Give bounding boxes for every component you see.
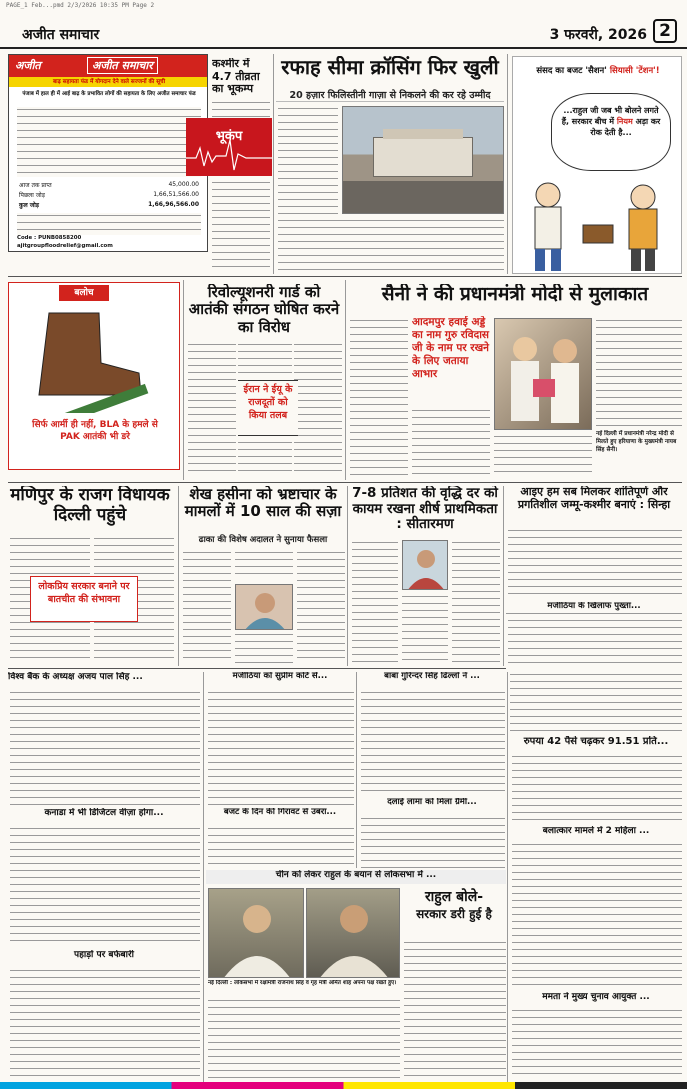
column-rule [178, 486, 179, 666]
china-caption: नई दिल्ली : लोकसभा में रक्षामंत्री राजनाथ सिंह व गृह मंत्री अमित शाह अपना पक्ष रखते हुए। [208, 980, 397, 986]
saini-text-col3 [596, 318, 682, 428]
growth-text-col3 [452, 540, 500, 664]
sahib-body [361, 690, 505, 796]
hasina-text-col1 [183, 550, 231, 664]
portrait-icon [403, 541, 448, 590]
issue-date: 3 फरवरी, 2026 [549, 27, 647, 43]
print-registration-strip [0, 1082, 687, 1089]
cartoon-title-accent: सियासी 'टेंशन'! [609, 66, 660, 76]
notice-email: ajitgroupfloodrelief@gmail.com [17, 243, 113, 249]
vishwa-headline: विश्व बैंक के अध्यक्ष अजय पाल सिंह ... [8, 672, 143, 682]
boot-cartoon-icon [9, 303, 180, 413]
irgc-callout-box [238, 380, 298, 436]
irgc-text-col1 [188, 342, 236, 476]
bail-body [512, 842, 682, 990]
rupee-headline: रुपया 42 पैसे चढ़कर 91.51 प्रति... [523, 736, 669, 747]
flood-relief-notice [8, 54, 208, 252]
baloch-cartoon [8, 282, 180, 470]
vishwa-body [10, 690, 200, 806]
section-rule [8, 668, 506, 669]
china-body [208, 998, 400, 1080]
majithia-1-headline: मजीठिया के खिलाफ पुख्ता... [506, 602, 682, 614]
cartoon-figures-icon [513, 175, 682, 273]
cartoon-title: संसद का बजट 'सैशन' [536, 66, 607, 76]
section-rule [8, 276, 682, 277]
sinha-headline: आइए हम सब मिलकर शांतिपूर्ण और प्रगतिशील जम्मू-कश्मीर बनाएं : सिन्हा [517, 486, 671, 511]
hasina-subhead: ढाका की विशेष अदालत ने सुनाया फैसला [198, 535, 328, 545]
majithia-2-headline: मजीठिया को सुप्रीम कोर्ट से... [232, 672, 328, 681]
column-rule [273, 54, 274, 274]
canada-headline: कनाडा में भी डिजिटल वीज़ा होगा... [44, 808, 164, 818]
rafah-crossing-photo [342, 106, 504, 214]
column-rule [345, 280, 346, 480]
saini-body [494, 434, 592, 478]
china-headline: चीन को लेकर राहुल के बयान से लोकसभा में ... [206, 870, 506, 884]
parliament-photo-icon [307, 889, 400, 978]
rafah-subhead: 20 हज़ार फिलिस्तीनी गाज़ा से निकलने की कर रहे उम्मीद [276, 88, 504, 102]
saini-text-col1 [350, 318, 408, 478]
notice-brand-hi: अजीत [15, 59, 41, 72]
hasina-headline: शेख हसीना को भ्रष्टाचार के मामलों में 10 साल की सज़ा [184, 486, 342, 521]
irgc-text-bottom [238, 440, 292, 476]
hills-headline: पहाड़ों पर बर्फबारी [74, 950, 134, 960]
hasina-text-col2 [235, 550, 293, 580]
notice-account-code: Code : PUNB0858200 [17, 235, 82, 241]
sitharaman-photo [402, 540, 448, 590]
rahul-callout-line2: सरकार डरी हुई है [416, 907, 492, 921]
section-rule [8, 482, 682, 483]
ledger-row: आज तक प्राप्त 45,000.00 [19, 181, 199, 189]
hasina-text-col3 [235, 632, 293, 664]
column-rule [507, 54, 508, 274]
growth-text-col2 [402, 594, 448, 664]
amit-shah-photo [306, 888, 400, 978]
dalai-headline: दलाई लामा को मिला ग्रैमी... [387, 798, 477, 807]
canada-body [10, 826, 200, 946]
earthquake-graphic-label: भूकंप [215, 129, 243, 144]
majithia-2-body [208, 690, 354, 806]
earthquake-graphic [186, 118, 272, 176]
earthquake-text [212, 100, 270, 120]
portrait-icon [236, 585, 293, 630]
mamata-body [512, 1008, 682, 1080]
paper-name: अजीत समाचार [22, 27, 100, 43]
rahul-callout-line1: राहुल बोले- [424, 889, 484, 905]
china-text-right [404, 940, 506, 1080]
column-rule [507, 672, 508, 1082]
masthead [0, 11, 687, 49]
baloch-caption: सिर्फ आर्मी ही नहीं, BLA के हमले से PAK आतंकी भी डरे [32, 420, 158, 442]
meeting-photo-icon [495, 319, 592, 430]
saini-text-col2 [412, 408, 490, 478]
parliament-photo-icon [209, 889, 304, 978]
column-rule [203, 672, 204, 1082]
irgc-headline: रिवोल्यूशनरी गार्ड को आतंकी संगठन घोषित करने का विरोध [188, 284, 340, 336]
rahul-callout [402, 888, 506, 938]
hills-body [10, 968, 200, 1080]
saini-modi-photo [494, 318, 592, 430]
ledger-row: पिछला जोड़ 1,66,51,566.00 [19, 191, 199, 199]
column-rule [183, 280, 184, 480]
manipur-callout: लोकप्रिय सरकार बनाने पर बातचीत की संभावना [38, 581, 130, 605]
saini-headline: सैनी ने की प्रधानमंत्री मोदी से मुलाकात [381, 284, 649, 305]
majithia-1-body [508, 618, 682, 666]
notice-donor-list [17, 107, 201, 177]
column-rule [347, 486, 348, 666]
page-number: 2 [653, 19, 677, 43]
mamata-headline: ममता ने मुख्य चुनाव आयुक्त ... [542, 992, 650, 1002]
budget-body [208, 826, 354, 866]
column-rule [503, 486, 504, 666]
saini-caption: नई दिल्ली में प्रधानमंत्री नरेन्द्र मोदी से मिलते हुए हरियाणा के मुख्यमंत्री नायब सिंह सैनी। [596, 431, 677, 453]
earthquake-headline: कश्मीर में 4.7 तीव्रता का भूकम्प [212, 58, 260, 96]
sansad-cartoon [512, 56, 682, 274]
hasina-photo [235, 584, 293, 630]
column-rule [356, 672, 357, 868]
baloch-label: बलोच [59, 285, 109, 301]
irgc-text-col2 [294, 342, 342, 476]
print-info-line: PAGE_1 Feb...pmd 2/3/2026 10:35 PM Page 2 [6, 2, 155, 9]
saini-callout: आदमपुर हवाई अड्डे का नाम गुरु रविदास जी के नाम पर रखने के लिए जताया आभार [412, 316, 490, 380]
manipur-headline: मणिपुर के राजग विधायक दिल्ली पहुंचे [10, 486, 170, 525]
growth-headline: 7-8 प्रतिशत की वृद्धि दर को कायम रखना शीर्ष प्राथमिकता : सीतारमण [352, 486, 498, 533]
rajnath-photo [208, 888, 304, 978]
sahib-headline: बाबा गुरिन्दर सिंह ढिल्लों ने ... [384, 672, 480, 681]
notice-intro: पंजाब में हाल ही में आई बाढ़ के प्रभावित लोगों की सहायता के लिए अजीत समाचार फंड [22, 91, 196, 97]
manipur-callout-box [30, 576, 138, 622]
rupee-body [512, 754, 682, 824]
speech-bubble-text: ...राहुल जी जब भी बोलने लगते हैं, सरकार बीच में नियम अड़ा कर रोक देती है... [561, 106, 661, 137]
hasina-text-col4 [297, 550, 345, 664]
rafah-body [278, 218, 504, 274]
growth-text-col1 [352, 540, 398, 664]
earthquake-body [212, 180, 270, 272]
notice-subtitle: बाढ़ सहायता फंड में योगदान देने वाले सज्जनों की सूची [9, 77, 208, 87]
irgc-text-top [238, 342, 292, 378]
dalai-body [361, 816, 505, 868]
rafah-text-col1 [278, 106, 338, 216]
bail-headline: बलात्कार मामले में 2 महिला ... [542, 826, 650, 836]
ledger-row: कुल जोड़ 1,66,96,566.00 [19, 201, 199, 209]
majithia-1-continued [510, 672, 682, 734]
irgc-callout: ईरान ने ईयू के राजदूतों को किया तलब [243, 384, 293, 421]
budget-headline: बजट के दिन की गिरावट से उबरा... [223, 808, 337, 817]
rafah-headline: रफाह सीमा क्रॉसिंग फिर खुली [281, 56, 499, 79]
notice-bank-details [17, 213, 201, 235]
saini-callout-box [412, 316, 490, 406]
sinha-body [508, 528, 682, 600]
notice-brand-en: अजीत समाचार [87, 57, 158, 74]
